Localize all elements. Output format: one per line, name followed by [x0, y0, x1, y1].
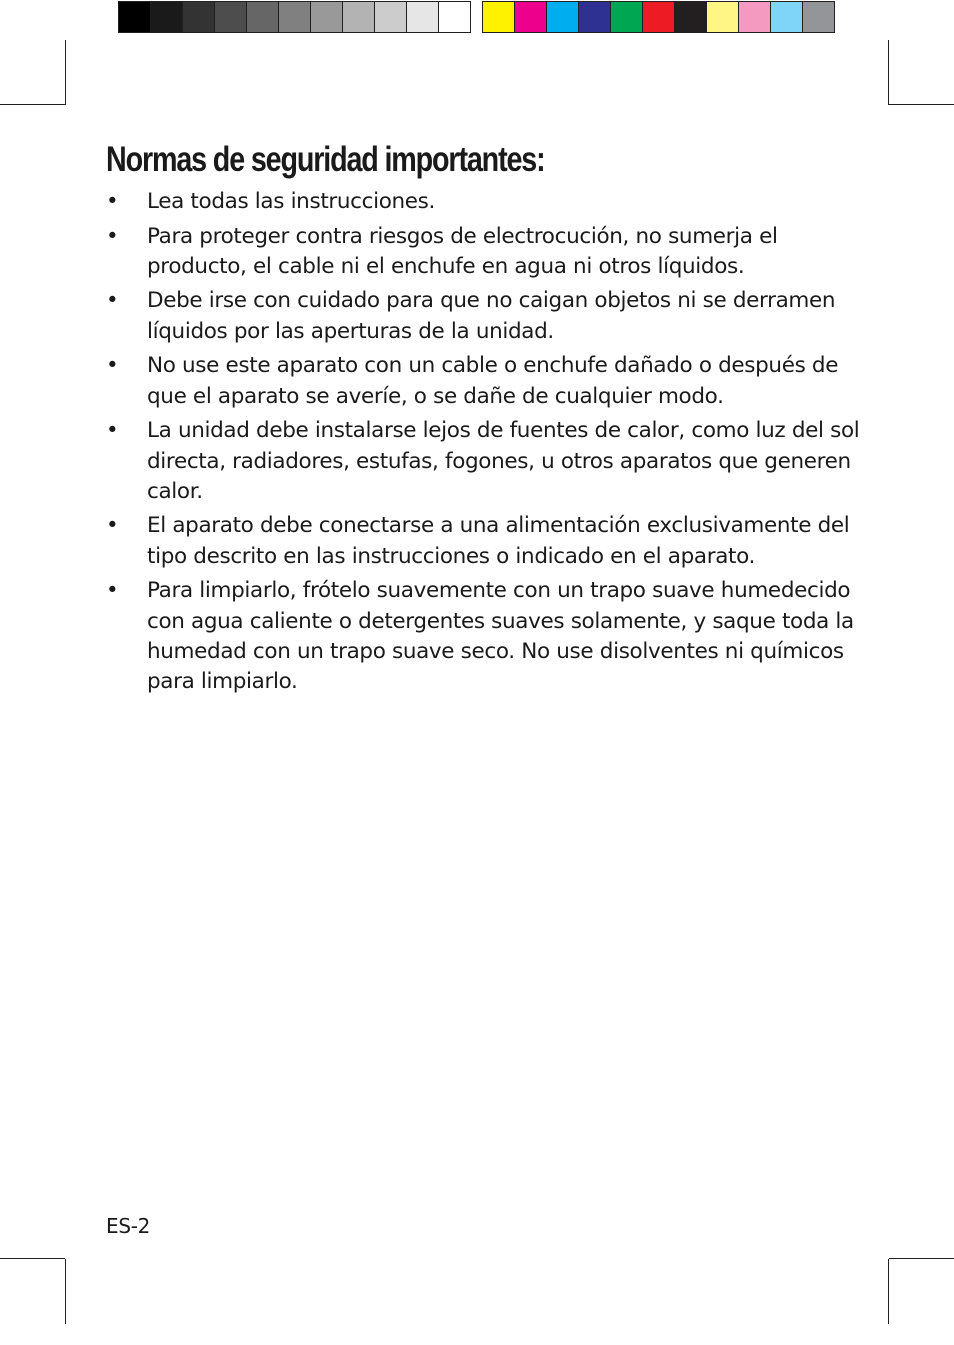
- color-swatch: [246, 1, 279, 33]
- list-item-text: Lea todas las instrucciones.: [147, 189, 436, 214]
- color-swatch: [214, 1, 247, 33]
- color-swatch: [310, 1, 343, 33]
- color-swatch: [342, 1, 375, 33]
- list-item-text: Para limpiarlo, frótelo suavemente con un trapo suave humedecido con agua caliente o detergentes suaves solamente, y saque toda la humedad con un trapo suave seco. No use disolventes ni químicos para limpiarlo.: [147, 578, 854, 695]
- process-color-bar: [482, 1, 834, 33]
- color-swatch: [738, 1, 771, 33]
- list-item-text: Debe irse con cuidado para que no caigan objetos ni se derramen líquidos por las aperturas de la unidad.: [147, 288, 836, 344]
- bullet-icon: •: [106, 189, 119, 214]
- crop-mark-bottom-right-horizontal: [889, 1258, 954, 1259]
- list-item: [106, 351, 866, 412]
- bullet-icon: •: [106, 578, 119, 604]
- list-item-text: El aparato debe conectarse a una alimentación exclusivamente del tipo descrito en las instrucciones o indicado en el aparato.: [147, 513, 850, 569]
- list-item: [106, 187, 866, 217]
- color-swatch: [802, 1, 835, 33]
- page-title: Normas de seguridad importantes:: [106, 140, 545, 179]
- list-item: [106, 511, 866, 572]
- list-item: [106, 576, 866, 697]
- crop-mark-bottom-left-vertical: [65, 1259, 66, 1324]
- bullet-icon: •: [106, 353, 119, 379]
- crop-mark-top-right-horizontal: [889, 104, 954, 105]
- color-swatch: [514, 1, 547, 33]
- color-swatch: [182, 1, 215, 33]
- color-swatch: [610, 1, 643, 33]
- bullet-icon: •: [106, 513, 119, 539]
- grayscale-color-bar: [118, 1, 470, 33]
- color-swatch: [546, 1, 579, 33]
- bullet-icon: •: [106, 418, 119, 444]
- color-swatch: [278, 1, 311, 33]
- color-swatch: [642, 1, 675, 33]
- list-item-text: Para proteger contra riesgos de electrocución, no sumerja el producto, el cable ni el enchufe en agua ni otros líquidos.: [147, 223, 778, 279]
- color-swatch: [118, 1, 151, 33]
- list-item: [106, 416, 866, 507]
- safety-instructions-list: [106, 187, 866, 702]
- list-item-text: La unidad debe instalarse lejos de fuentes de calor, como luz del sol directa, radiadores, estufas, fogones, u otros aparatos que generen calor.: [147, 418, 860, 504]
- color-swatch: [674, 1, 707, 33]
- color-swatch: [578, 1, 611, 33]
- crop-mark-bottom-right-vertical: [888, 1259, 889, 1324]
- color-swatch: [374, 1, 407, 33]
- color-swatch: [406, 1, 439, 33]
- page-number: ES-2: [106, 1214, 151, 1238]
- crop-mark-bottom-left-horizontal: [0, 1258, 65, 1259]
- crop-mark-top-right-vertical: [888, 40, 889, 105]
- color-swatch: [482, 1, 515, 33]
- color-swatch: [770, 1, 803, 33]
- list-item: [106, 222, 866, 283]
- list-item: [106, 286, 866, 347]
- color-swatch: [150, 1, 183, 33]
- bullet-icon: •: [106, 288, 119, 314]
- color-swatch: [438, 1, 471, 33]
- color-swatch: [706, 1, 739, 33]
- list-item-text: No use este aparato con un cable o enchufe dañado o después de que el aparato se averíe, o se dañe de cualquier modo.: [147, 353, 839, 409]
- crop-mark-top-left-vertical: [65, 40, 66, 105]
- crop-mark-top-left-horizontal: [0, 104, 65, 105]
- bullet-icon: •: [106, 223, 119, 249]
